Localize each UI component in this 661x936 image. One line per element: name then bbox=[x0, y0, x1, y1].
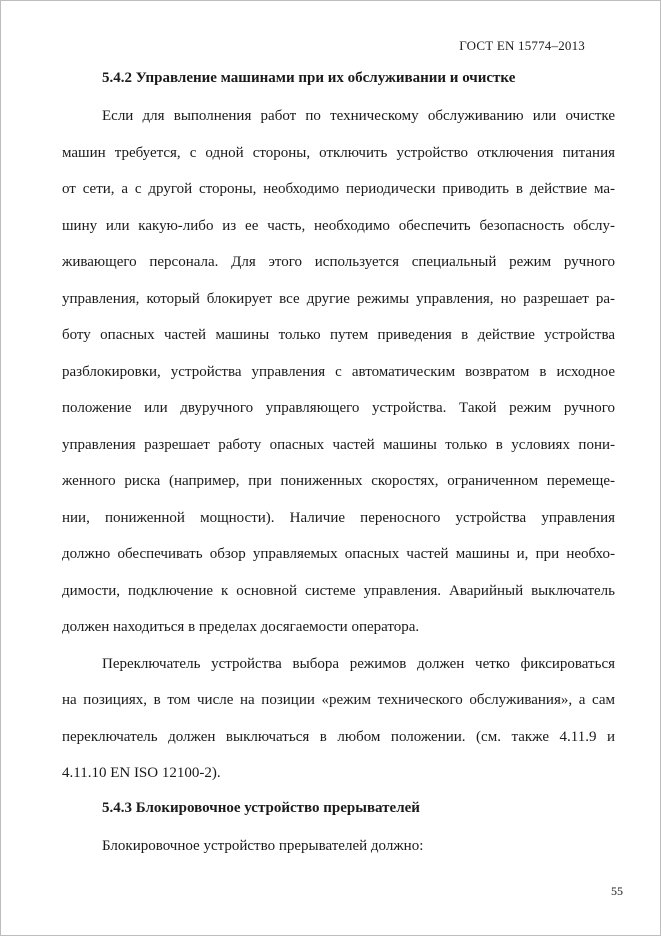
paragraph-line: переключатель должен выключаться в любом положении. (см. также 4.11.9 и bbox=[62, 729, 615, 745]
paragraph-line: боту опасных частей машины только путем приведения в действие устройства bbox=[62, 327, 615, 343]
paragraph-line: женного риска (например, при пониженных скоростях, ограниченном перемеще- bbox=[62, 473, 615, 489]
paragraph-line: Блокировочное устройство прерывателей должно: bbox=[102, 838, 424, 854]
paragraph-line: 4.11.10 EN ISO 12100-2). bbox=[62, 765, 221, 781]
paragraph-line: управления разрешает работу опасных частей машины только в условиях пони- bbox=[62, 437, 615, 453]
paragraph-line: на позициях, в том числе на позиции «режим технического обслуживания», а сам bbox=[62, 692, 615, 708]
paragraph-line: Переключатель устройства выбора режимов должен четко фиксироваться bbox=[102, 656, 615, 672]
paragraph-line: димости, подключение к основной системе управления. Аварийный выключатель bbox=[62, 583, 615, 599]
paragraph-line: от сети, а с другой стороны, необходимо периодически приводить в действие ма- bbox=[62, 181, 615, 197]
paragraph-line: нии, пониженной мощности). Наличие переносного устройства управления bbox=[62, 510, 615, 526]
paragraph-line: Если для выполнения работ по техническому обслуживанию или очистке bbox=[102, 108, 615, 124]
section-heading-5-4-2: 5.4.2 Управление машинами при их обслуживании и очистке bbox=[102, 70, 516, 86]
paragraph-line: разблокировки, устройства управления с автоматическим возвратом в исходное bbox=[62, 364, 615, 380]
section-heading-5-4-3: 5.4.3 Блокировочное устройство прерывателей bbox=[102, 800, 420, 816]
paragraph-line: машин требуется, с одной стороны, отключить устройство отключения питания bbox=[62, 145, 615, 161]
document-standard-header: ГОСТ EN 15774–2013 bbox=[459, 38, 585, 53]
paragraph-line: должно обеспечивать обзор управляемых опасных частей машины и, при необхо- bbox=[62, 546, 615, 562]
paragraph-line: шину или какую-либо из ее часть, необходимо обеспечить безопасность обслу- bbox=[62, 218, 615, 234]
paragraph-line: управления, который блокирует все другие режимы управления, но разрешает ра- bbox=[62, 291, 615, 307]
paragraph-line: должен находиться в пределах досягаемости оператора. bbox=[62, 619, 420, 635]
paragraph-line: положение или двуручного управляющего устройства. Такой режим ручного bbox=[62, 400, 615, 416]
paragraph-line: живающего персонала. Для этого используется специальный режим ручного bbox=[62, 254, 615, 270]
page-number: 55 bbox=[611, 884, 623, 898]
